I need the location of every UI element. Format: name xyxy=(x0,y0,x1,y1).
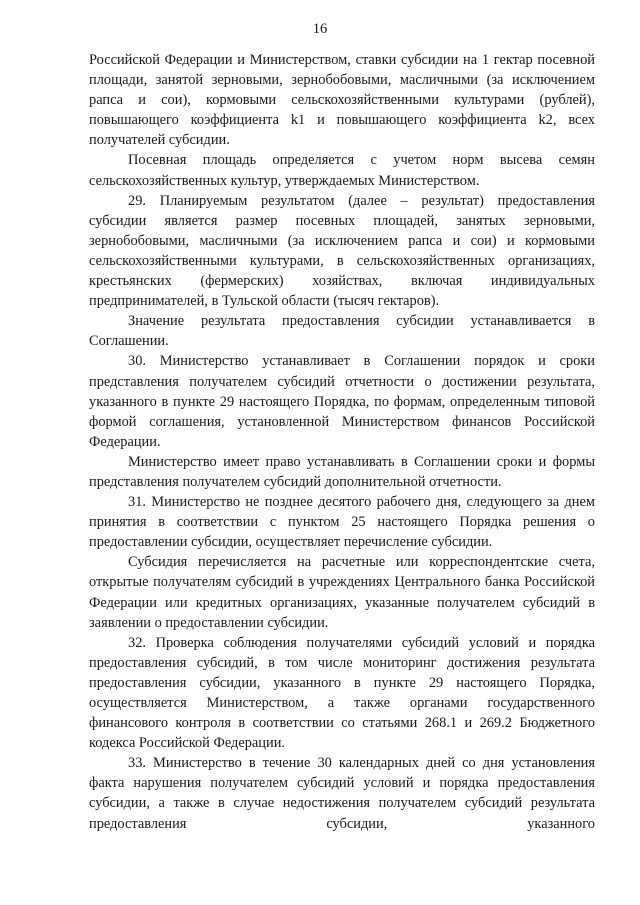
page-number: 16 xyxy=(312,21,328,37)
paragraph-33-violation: 33. Министерство в течение 30 календарных дней со дня установления факта нарушения получателем субсидий условий и порядка предоставления субсидии, а также в случае недостижения получателем субсидий результата предоставления субсидии, указанного xyxy=(89,755,595,832)
paragraph-sown-area: Посевная площадь определяется с учетом норм высева семян сельскохозяйственных культур, утверждаемых Министерством. xyxy=(89,152,595,189)
paragraph-result-value: Значение результата предоставления субсидии устанавливается в Соглашении. xyxy=(89,313,595,350)
paragraph-accounts: Субсидия перечисляется на расчетные или корреспондентские счета, открытые получателям субсидий в учреждениях Центрального банка Российской Федерации или кредитных организациях, указанные получателем субсидий в заявлении о предоставлении субсидии. xyxy=(89,554,595,631)
paragraph-30-reporting: 30. Министерство устанавливает в Соглашении порядок и сроки представления получателем субсидий отчетности о достижении результата, указанного в пункте 29 настоящего Порядка, по формам, определенным типовой формой соглашения, установленной Министерством финансов Российской Федерации. xyxy=(89,353,595,450)
paragraph-additional-reporting: Министерство имеет право устанавливать в Соглашении сроки и формы представления получателем субсидий дополнительной отчетности. xyxy=(89,453,595,490)
document-body xyxy=(89,50,595,834)
paragraph-29-planned-result: 29. Планируемым результатом (далее – результат) предоставления субсидии является размер посевных площадей, занятых зерновыми, зернобобовыми, масличными (за исключением рапса и сои) и кормовыми сельскохозяйственными культурами, в сельскохозяйственных организациях, крестьянских (фермерских) хозяйствах, включая индивидуальных предпринимателей, в Тульской области (тысяч гектаров). xyxy=(89,192,595,310)
paragraph-31-transfer: 31. Министерство не позднее десятого рабочего дня, следующего за днем принятия в соответствии с пунктом 25 настоящего Порядка решения о предоставлении субсидии, осуществляет перечисление субсидии. xyxy=(89,494,595,551)
paragraph-32-compliance-check: 32. Проверка соблюдения получателями субсидий условий и порядка предоставления субсидий, в том числе мониторинг достижения результата предоставления субсидии, указанного в пункте 29 настоящего Порядка, осуществляется Министерством, а также органами государственного финансового контроля в соответствии со статьями 268.1 и 269.2 Бюджетного кодекса Российской Федерации. xyxy=(89,634,595,752)
paragraph-rates-continuation: Российской Федерации и Министерством, ставки субсидии на 1 гектар посевной площади, занятой зерновыми, зернобобовыми, масличными (за исключением рапса и сои), кормовыми сельскохозяйственными культурами (рублей), повышающего коэффициента k1 и повышающего коэффициента k2, всех получателей субсидии. xyxy=(89,52,595,149)
